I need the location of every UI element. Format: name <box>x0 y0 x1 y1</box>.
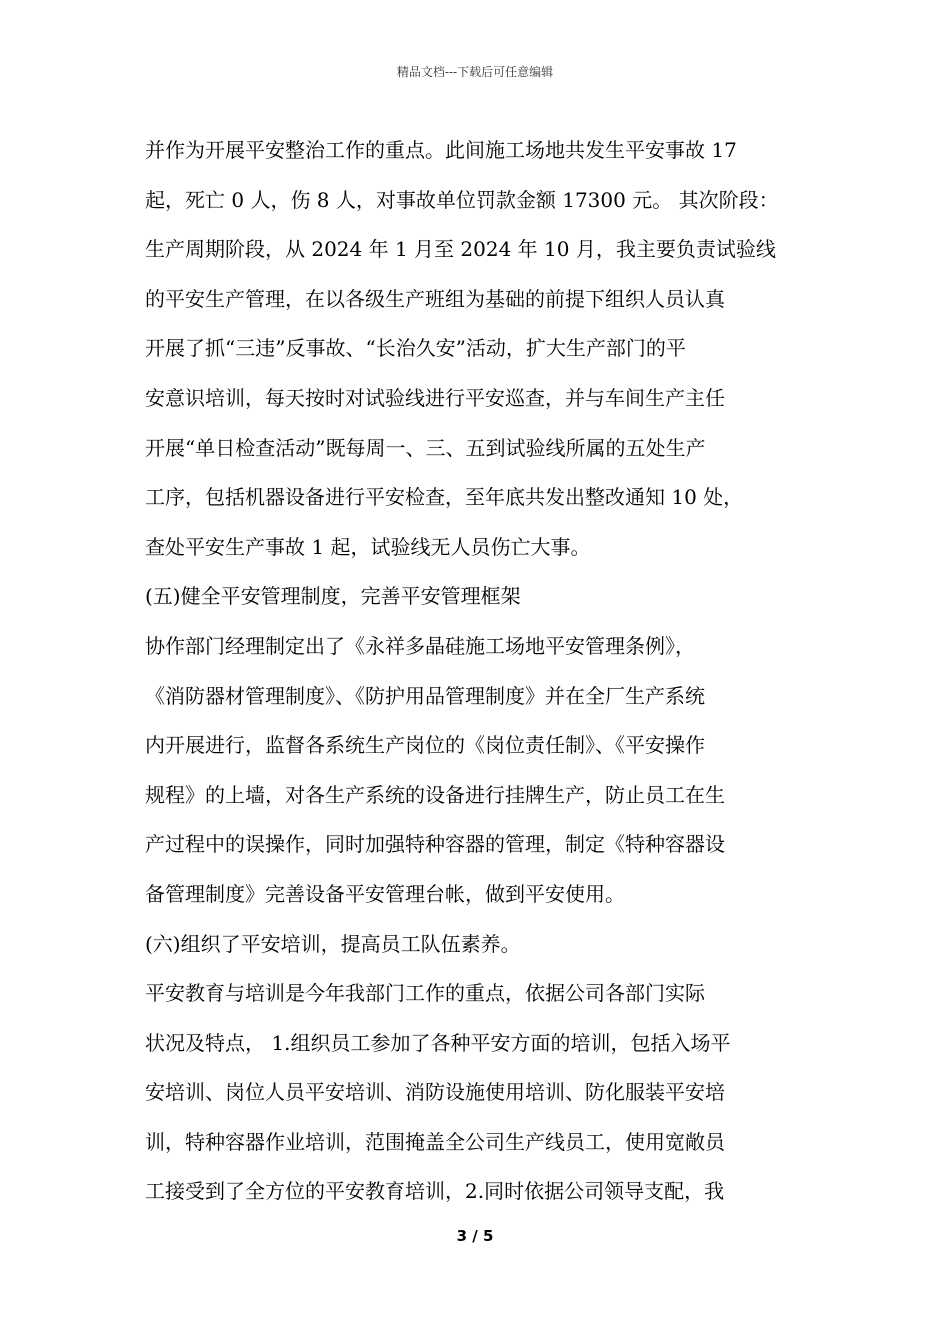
text-line: 查处平安生产事故 1 起，试验线无人员伤亡大事。 <box>145 534 591 559</box>
text-line: 安意识培训，每天按时对试验线进行平安巡查，并与车间生产主任 <box>145 385 725 410</box>
text-line: 生产周期阶段，从 2024 年 1 月至 2024 年 10 月，我主要负责试验线 <box>145 237 776 262</box>
text-line: 内开展进行，监督各系统生产岗位的《岗位责任制》、《平安操作 <box>145 733 705 758</box>
text-line: 平安教育与培训是今年我部门工作的重点，依据公司各部门实际 <box>145 981 705 1006</box>
text-line: 工接受到了全方位的平安教育培训，2.同时依据公司领导支配，我 <box>145 1179 725 1204</box>
section-heading: (六)组织了平安培训，提高员工队伍素养。 <box>145 931 521 956</box>
section-heading: (五)健全平安管理制度，完善平安管理框架 <box>145 584 521 609</box>
text-line: 《消防器材管理制度》、《防护用品管理制度》并在全厂生产系统 <box>145 683 705 708</box>
text-line: 规程》的上墙，对各生产系统的设备进行挂牌生产，防止员工在生 <box>145 782 725 807</box>
text-line: 协作部门经理制定出了《永祥多晶硅施工场地平安管理条例》， <box>145 633 695 658</box>
text-line: 起，死亡 0 人，伤 8 人，对事故单位罚款金额 17300 元。 其次阶段： <box>145 187 779 212</box>
page-number: 3 / 5 <box>456 1227 494 1245</box>
text-line: 备管理制度》完善设备平安管理台帐，做到平安使用。 <box>145 881 625 906</box>
text-line: 产过程中的误操作，同时加强特种容器的管理，制定《特种容器设 <box>145 832 725 857</box>
text-line: 并作为开展平安整治工作的重点。此间施工场地共发生平安事故 17 <box>145 138 737 162</box>
page-header: 精品文档---下载后可任意编辑 <box>396 65 554 79</box>
text-line: 安培训、岗位人员平安培训、消防设施使用培训、防化服装平安培 <box>145 1080 725 1105</box>
text-line: 开展“单日检查活动”既每周一、三、五到试验线所属的五处生产 <box>145 435 706 460</box>
text-line: 开展了抓“三违”反事故、“长治久安”活动，扩大生产部门的平 <box>145 336 686 361</box>
text-line: 工序，包括机器设备进行平安检查，至年底共发出整改通知 10 处， <box>145 485 744 510</box>
text-line: 状况及特点， 1.组织员工参加了各种平安方面的培训，包括入场平 <box>145 1030 731 1055</box>
text-line: 的平安生产管理，在以各级生产班组为基础的前提下组织人员认真 <box>145 286 725 311</box>
document-body <box>145 126 810 1217</box>
text-line: 训，特种容器作业培训，范围掩盖全公司生产线员工，使用宽敞员 <box>145 1129 725 1154</box>
